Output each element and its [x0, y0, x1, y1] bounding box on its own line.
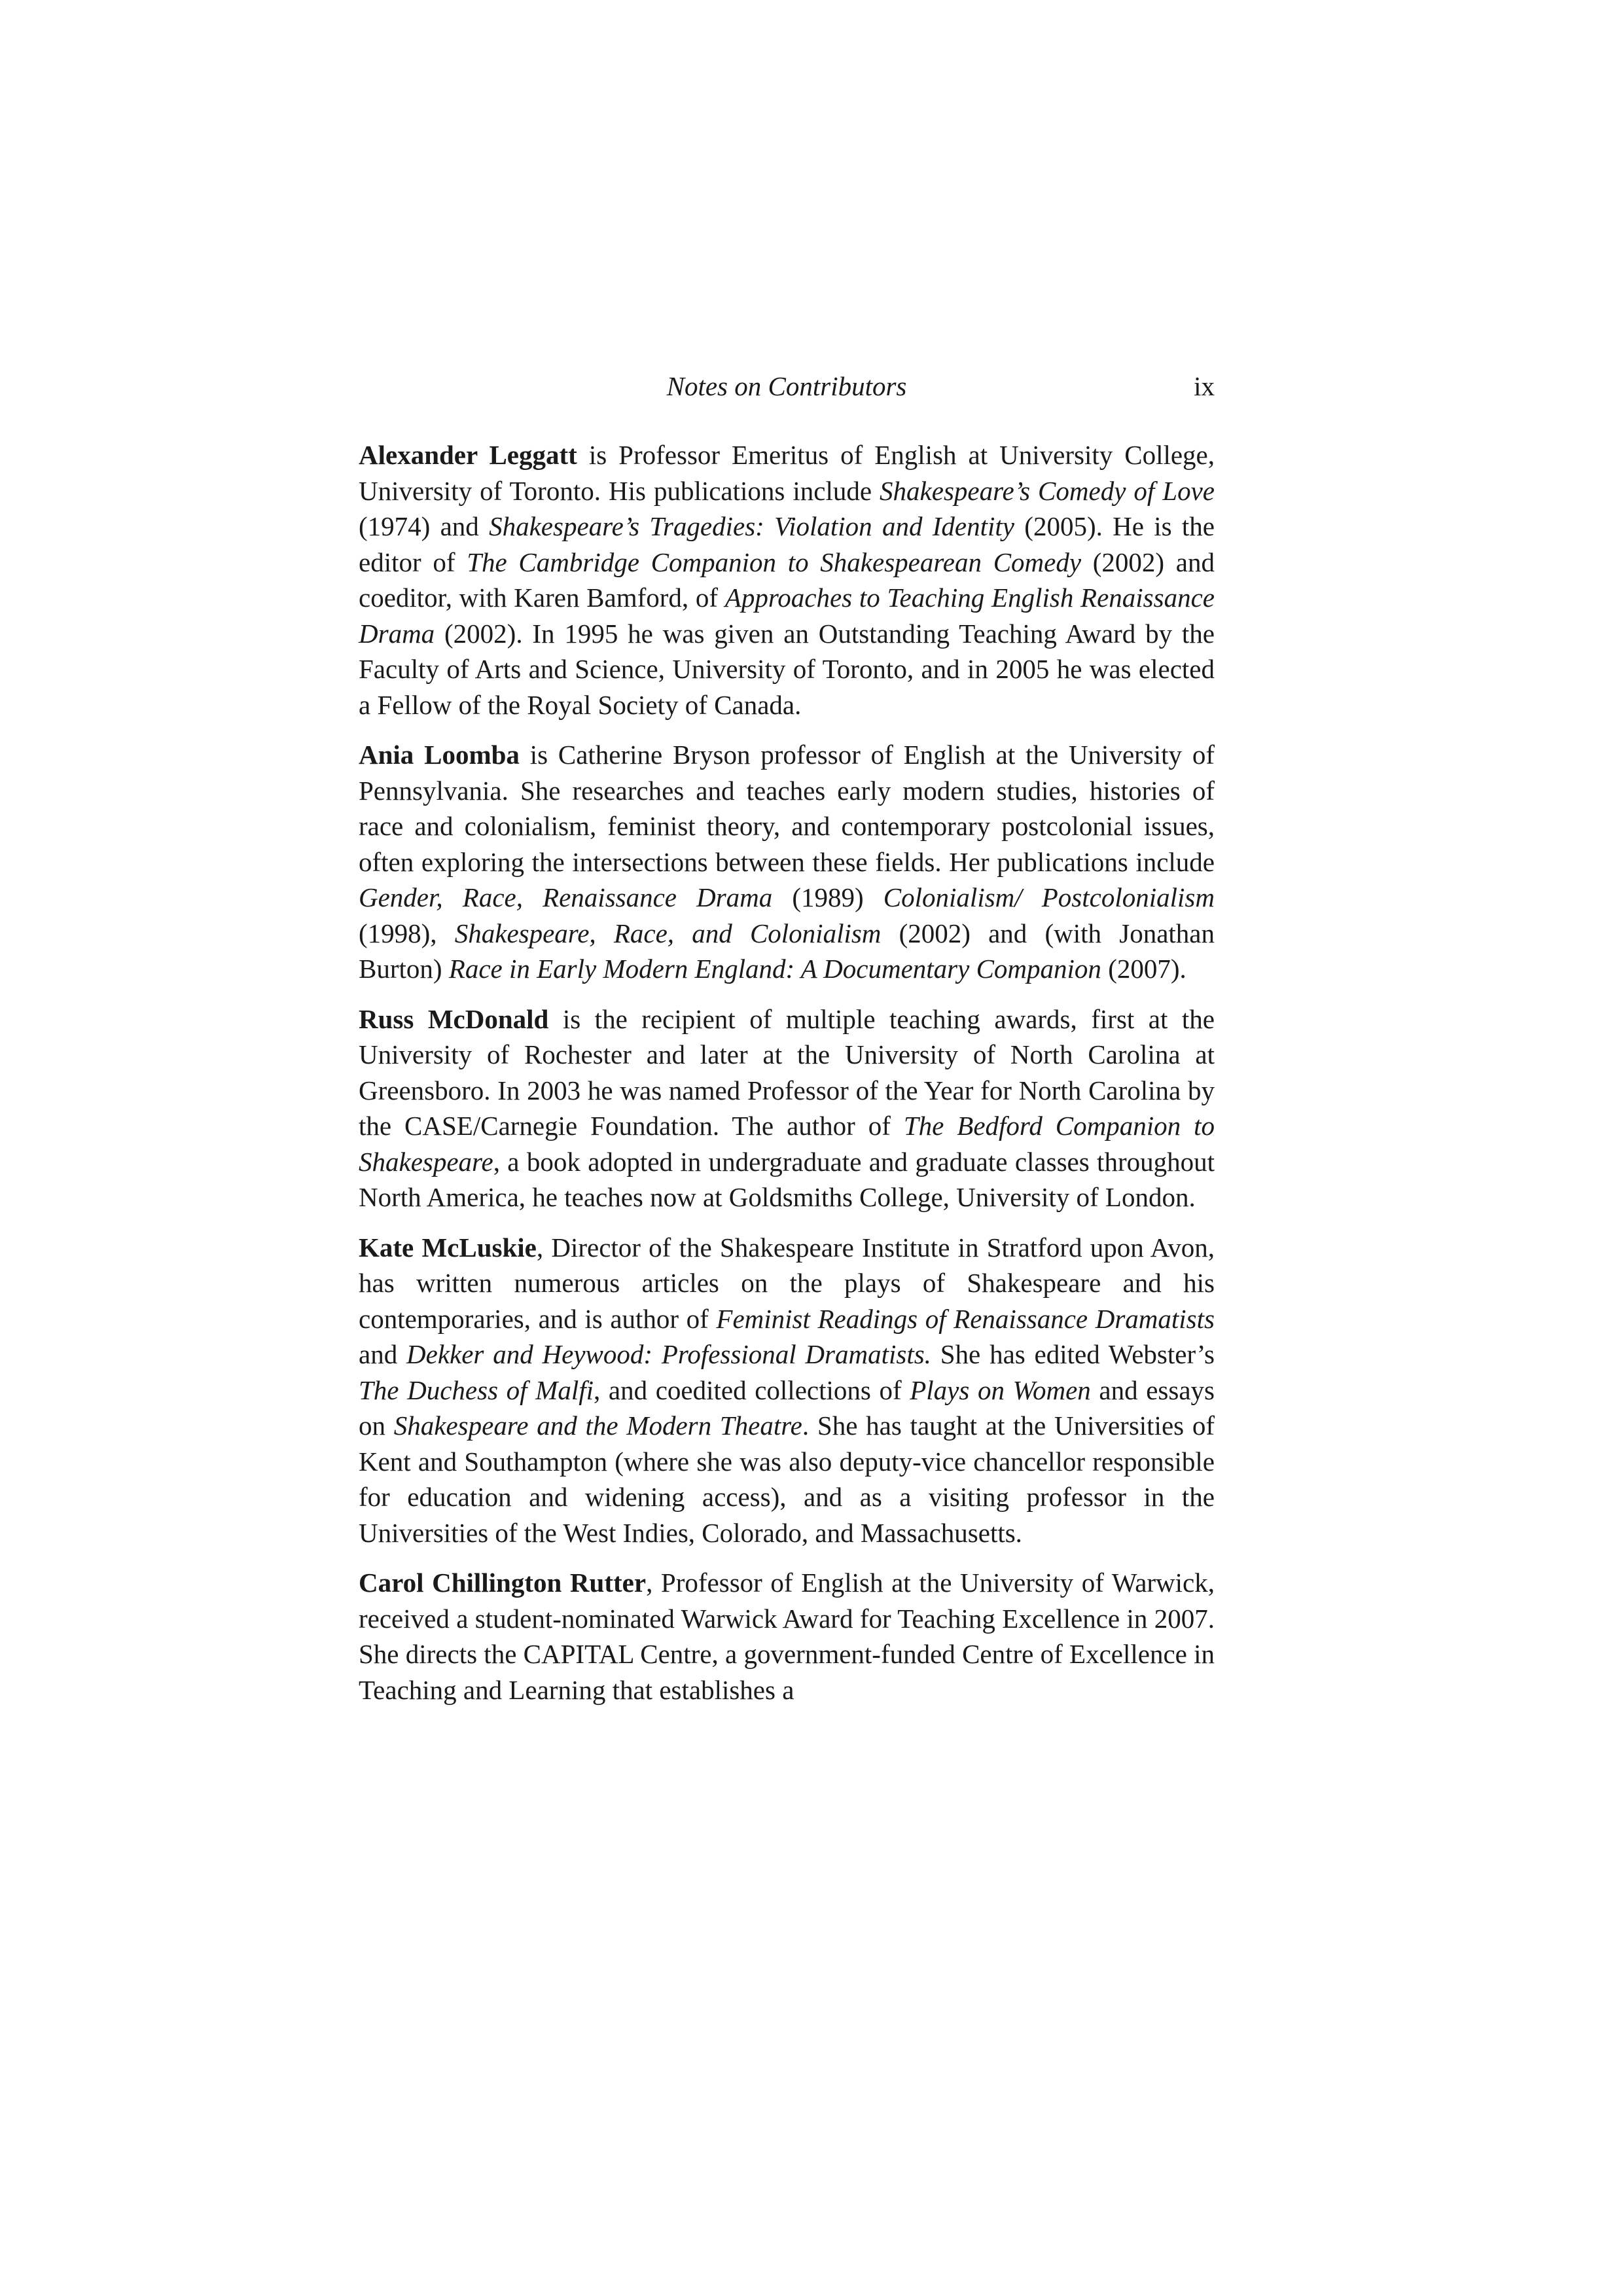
bio-text: , and coedited collections of	[594, 1374, 910, 1405]
work-title: Shakespeare’s Comedy of Love	[880, 475, 1215, 506]
bio-text: (1974) and	[359, 511, 490, 541]
contributor-name: Kate McLuskie	[359, 1232, 537, 1263]
contributor-name: Ania Loomba	[359, 740, 520, 770]
contributor-entry	[359, 437, 1215, 723]
bio-text: (2007).	[1101, 954, 1186, 984]
page-number: ix	[1194, 371, 1215, 401]
contributor-entry	[359, 1001, 1215, 1215]
work-title: Approaches to Teaching English Renaissance Drama	[359, 583, 1215, 649]
work-title: Race in Early Modern England: A Documentary Companion	[448, 954, 1101, 984]
bio-text: (2002) and (with Jonathan Burton)	[359, 918, 1215, 984]
bio-text: (2002). In 1995 he was given an Outstanding Teaching Award by the Faculty of Arts and Science, University of Toronto, and in 2005 he was elected a Fellow of the Royal Society of Canada.	[359, 618, 1215, 720]
contributor-name: Russ McDonald	[359, 1003, 549, 1034]
work-title: Feminist Readings of Renaissance Dramatists	[716, 1303, 1215, 1334]
bio-text: (2002) and coeditor, with Karen Bamford, of	[359, 547, 1215, 613]
work-title: The Duchess of Malfi	[359, 1374, 594, 1405]
work-title: Shakespeare, Race, and Colonialism	[454, 918, 882, 948]
work-title: Plays on Women	[910, 1374, 1091, 1405]
bio-text: is Catherine Bryson professor of English at the University of Pennsylvania. She researches and teaches early modern studies, histories of race and colonialism, feminist theory, and contemporary postcolonial issues, often exploring the intersections between these fields. Her publications include	[359, 740, 1215, 877]
bio-text: , Professor of English at the University of Warwick, received a student-nominated Warwick Award for Teaching Excellence in 2007. She directs the CAPITAL Centre, a government-funded Centre of Excellence in Teaching and Learning that establishes a	[359, 1568, 1215, 1705]
bio-text: and essays on	[359, 1374, 1215, 1441]
running-title: Notes on Contributors	[666, 371, 907, 401]
contributor-name: Carol Chillington Rutter	[359, 1568, 647, 1598]
bio-text: , Director of the Shakespeare Institute in Stratford upon Avon, has written numerous articles on the plays of Shakespeare and his contemporaries, and is author of	[359, 1232, 1215, 1334]
work-title: Gender, Race, Renaissance Drama	[359, 882, 773, 912]
contributor-entry	[359, 737, 1215, 987]
bio-text: (1989)	[772, 882, 883, 912]
work-title: Shakespeare and the Modern Theatre	[393, 1410, 802, 1441]
bio-text: . She has taught at the Universities of Kent and Southampton (where she was also deputy-vice chancellor responsible for education and widening access), and as a visiting professor in the Universities of the West Indies, Colorado, and Massachusetts.	[359, 1410, 1215, 1548]
bio-text: (1998),	[359, 918, 455, 948]
work-title: The Bedford Companion to Shakespeare	[359, 1111, 1215, 1177]
bio-text: , a book adopted in undergraduate and graduate classes throughout North America, he teaches now at Goldsmiths College, University of London.	[359, 1146, 1215, 1212]
bio-text: She has edited Webster’s	[931, 1339, 1215, 1369]
work-title: Colonialism/ Postcolonialism	[883, 882, 1215, 912]
contributor-entry	[359, 1230, 1215, 1551]
work-title: Dekker and Heywood: Professional Dramatists.	[406, 1339, 931, 1369]
running-header	[359, 367, 1215, 406]
contributors-list	[359, 437, 1215, 1722]
work-title: Shakespeare’s Tragedies: Violation and Identity	[489, 511, 1014, 541]
bio-text: is the recipient of multiple teaching awards, first at the University of Rochester and later at the University of North Carolina at Greensboro. In 2003 he was named Professor of the Year for North Carolina by the CASE/Carnegie Foundation. The author of	[359, 1003, 1215, 1141]
work-title: The Cambridge Companion to Shakespearean Comedy	[467, 547, 1082, 577]
bio-text: is Professor Emeritus of English at University College, University of Toronto. His publications include	[359, 440, 1215, 506]
contributor-name: Alexander Leggatt	[359, 440, 577, 470]
bio-text: and	[359, 1339, 407, 1369]
contributor-entry	[359, 1565, 1215, 1708]
bio-text: (2005). He is the editor of	[359, 511, 1215, 577]
